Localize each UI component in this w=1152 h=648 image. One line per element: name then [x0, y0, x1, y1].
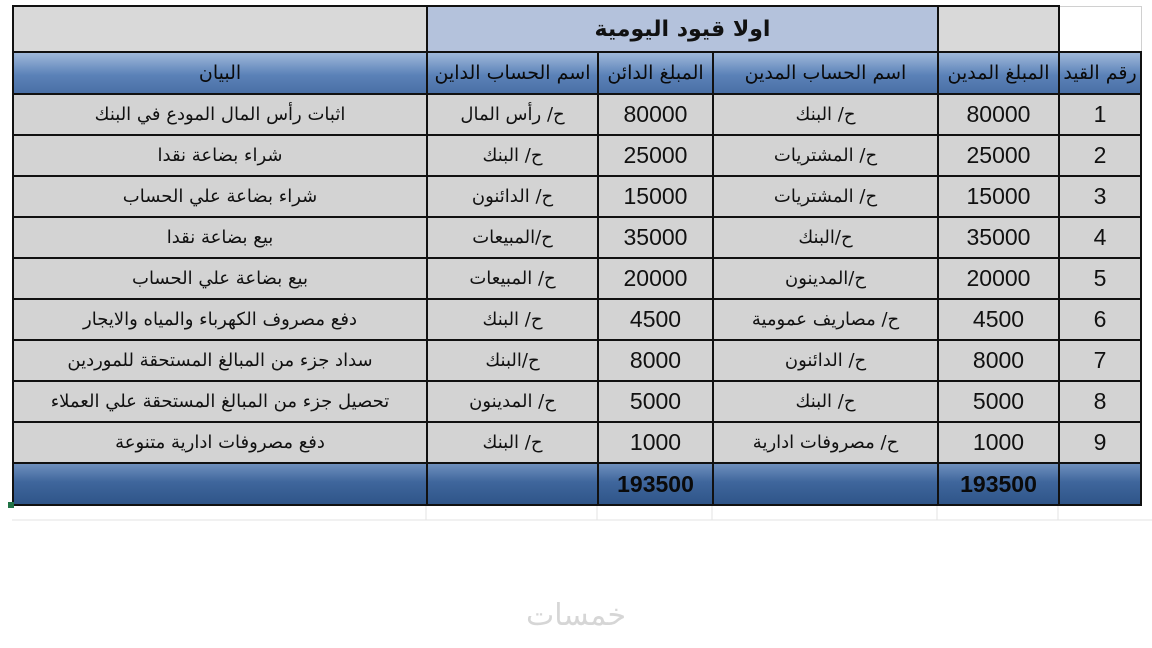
cell-credit-account[interactable]: ح/ المدينون: [427, 381, 598, 422]
cell-debit-account[interactable]: ح/ مصروفات ادارية: [713, 422, 938, 463]
cell-entry-no[interactable]: 9: [1059, 422, 1141, 463]
cell-debit-amount[interactable]: 15000: [938, 176, 1059, 217]
cell-entry-no[interactable]: 3: [1059, 176, 1141, 217]
cell-entry-no[interactable]: 8: [1059, 381, 1141, 422]
header-entry-no[interactable]: رقم القيد: [1059, 52, 1141, 94]
cell-description[interactable]: شراء بضاعة نقدا: [13, 135, 427, 176]
cell-credit-amount[interactable]: 80000: [598, 94, 713, 135]
total-blank-cell[interactable]: [427, 463, 598, 505]
header-credit-account[interactable]: اسم الحساب الداين: [427, 52, 598, 94]
cell-entry-no[interactable]: 1: [1059, 94, 1141, 135]
table-row: [13, 94, 1141, 135]
cell-entry-no[interactable]: 6: [1059, 299, 1141, 340]
cell-description[interactable]: اثبات رأس المال المودع في البنك: [13, 94, 427, 135]
cell-credit-account[interactable]: ح/المبيعات: [427, 217, 598, 258]
cell-debit-account[interactable]: ح/ المشتريات: [713, 176, 938, 217]
cell-debit-account[interactable]: ح/المدينون: [713, 258, 938, 299]
cell-debit-amount[interactable]: 5000: [938, 381, 1059, 422]
cell-entry-no[interactable]: 4: [1059, 217, 1141, 258]
cell-debit-account[interactable]: ح/ مصاريف عمومية: [713, 299, 938, 340]
header-credit-amount[interactable]: المبلغ الدائن: [598, 52, 713, 94]
cell-debit-account[interactable]: ح/ البنك: [713, 94, 938, 135]
sheet-title[interactable]: اولا قيود اليومية: [427, 6, 938, 52]
cell-description[interactable]: دفع مصروف الكهرباء والمياه والايجار: [13, 299, 427, 340]
cell-credit-account[interactable]: ح/ البنك: [427, 299, 598, 340]
cell-entry-no[interactable]: 7: [1059, 340, 1141, 381]
cell-credit-account[interactable]: ح/ المبيعات: [427, 258, 598, 299]
cell-description[interactable]: تحصيل جزء من المبالغ المستحقة علي العملاء: [13, 381, 427, 422]
cell-entry-no[interactable]: 2: [1059, 135, 1141, 176]
cell-credit-amount[interactable]: 20000: [598, 258, 713, 299]
cell-debit-amount[interactable]: 4500: [938, 299, 1059, 340]
cell-credit-amount[interactable]: 5000: [598, 381, 713, 422]
cell-debit-account[interactable]: ح/ المشتريات: [713, 135, 938, 176]
table-row: [13, 340, 1141, 381]
table-row: [13, 381, 1141, 422]
journal-entries-table: [12, 5, 1142, 506]
table-row: [13, 258, 1141, 299]
cell-debit-account[interactable]: ح/ البنك: [713, 381, 938, 422]
header-debit-amount[interactable]: المبلغ المدين: [938, 52, 1059, 94]
cell-entry-no[interactable]: 5: [1059, 258, 1141, 299]
table-row: [13, 299, 1141, 340]
cell-description[interactable]: شراء بضاعة علي الحساب: [13, 176, 427, 217]
total-blank-cell[interactable]: [713, 463, 938, 505]
cell-credit-account[interactable]: ح/ البنك: [427, 422, 598, 463]
total-blank-cell[interactable]: [1059, 463, 1141, 505]
header-row: [13, 52, 1141, 94]
cell-description[interactable]: بيع بضاعة علي الحساب: [13, 258, 427, 299]
table-row: [13, 135, 1141, 176]
table-row: [13, 217, 1141, 258]
cell-credit-amount[interactable]: 25000: [598, 135, 713, 176]
cell-credit-account[interactable]: ح/ البنك: [427, 135, 598, 176]
cell-credit-account[interactable]: ح/ رأس المال: [427, 94, 598, 135]
cell-description[interactable]: بيع بضاعة نقدا: [13, 217, 427, 258]
total-debit[interactable]: 193500: [938, 463, 1059, 505]
totals-row: [13, 463, 1141, 505]
blank-title-cell[interactable]: [13, 6, 427, 52]
cell-debit-amount[interactable]: 25000: [938, 135, 1059, 176]
cell-description[interactable]: دفع مصروفات ادارية متنوعة: [13, 422, 427, 463]
cell-credit-amount[interactable]: 1000: [598, 422, 713, 463]
cell-credit-amount[interactable]: 15000: [598, 176, 713, 217]
cell-debit-amount[interactable]: 35000: [938, 217, 1059, 258]
cell-credit-account[interactable]: ح/ الدائنون: [427, 176, 598, 217]
cell-debit-amount[interactable]: 8000: [938, 340, 1059, 381]
cell-debit-amount[interactable]: 80000: [938, 94, 1059, 135]
cell-credit-amount[interactable]: 35000: [598, 217, 713, 258]
title-row: [13, 6, 1141, 52]
cell-credit-account[interactable]: ح/البنك: [427, 340, 598, 381]
table-row: [13, 422, 1141, 463]
cell-debit-account[interactable]: ح/البنك: [713, 217, 938, 258]
cell-credit-amount[interactable]: 4500: [598, 299, 713, 340]
cell-debit-amount[interactable]: 20000: [938, 258, 1059, 299]
cell-debit-amount[interactable]: 1000: [938, 422, 1059, 463]
blank-title-cell[interactable]: [938, 6, 1059, 52]
selection-fill-handle[interactable]: [8, 502, 14, 508]
table-row: [13, 176, 1141, 217]
total-blank-cell[interactable]: [13, 463, 427, 505]
cell-description[interactable]: سداد جزء من المبالغ المستحقة للموردين: [13, 340, 427, 381]
total-credit[interactable]: 193500: [598, 463, 713, 505]
corner-cell[interactable]: [1059, 6, 1141, 52]
cell-debit-account[interactable]: ح/ الدائنون: [713, 340, 938, 381]
header-debit-account[interactable]: اسم الحساب المدين: [713, 52, 938, 94]
cell-credit-amount[interactable]: 8000: [598, 340, 713, 381]
watermark-logo: خمسات: [525, 598, 627, 633]
header-description[interactable]: البيان: [13, 52, 427, 94]
